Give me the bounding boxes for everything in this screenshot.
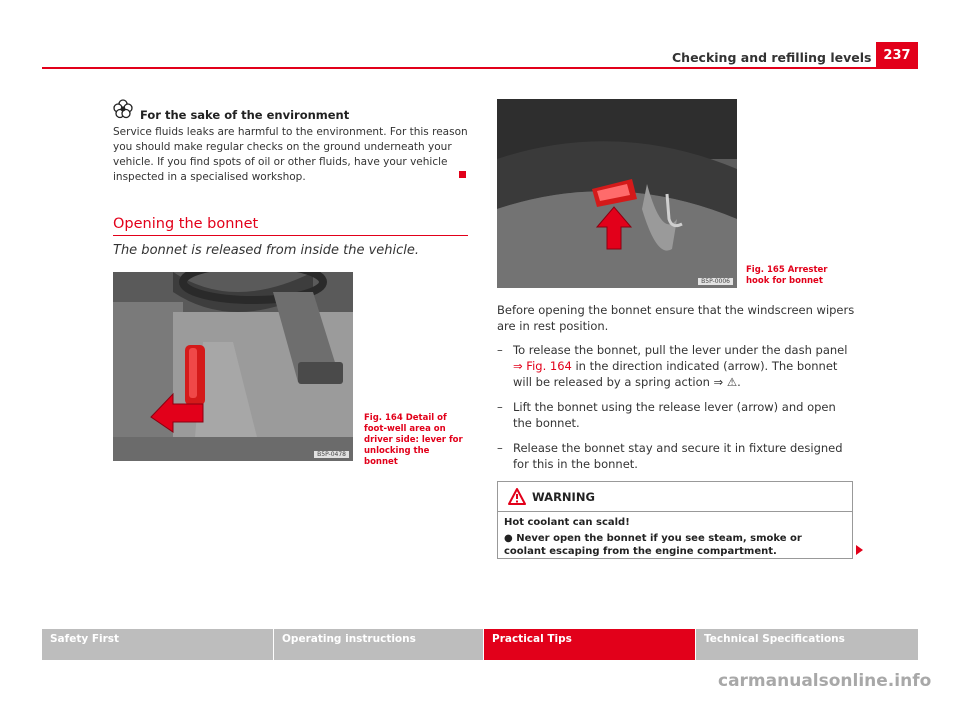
- tab-operating-instructions[interactable]: Operating instructions: [273, 629, 483, 660]
- figure-arrester-hook-photo: [497, 99, 737, 288]
- tab-safety-first[interactable]: Safety First: [42, 629, 273, 660]
- environment-title: For the sake of the environment: [140, 108, 350, 122]
- warning-line-2: ● Never open the bonnet if you see steam, smoke or coolant escaping from the engine compartment.: [504, 533, 802, 557]
- figure-165-caption: Fig. 165 Arrester hook for bonnet: [746, 265, 828, 286]
- watermark: carmanualsonline.info: [718, 671, 932, 691]
- continue-arrow-icon: [856, 545, 863, 555]
- instruction-steps: [497, 342, 857, 481]
- warning-label: WARNING: [532, 489, 595, 504]
- list-item: – To release the bonnet, pull the lever under the dash panel ⇒ Fig. 164 in the direction indicated (arrow). The bonnet will be released by a spring action ⇒ ⚠.: [497, 343, 848, 389]
- list-item: – Release the bonnet stay and secure it in fixture designed for this in the bonnet.: [497, 441, 843, 471]
- figure-code: B5P-0006: [698, 278, 733, 285]
- warning-box: [497, 481, 853, 559]
- section-end-marker: [459, 171, 466, 178]
- section-subtitle: The bonnet is released from inside the vehicle.: [113, 243, 420, 258]
- step-dash: –: [497, 343, 503, 357]
- list-item: – Lift the bonnet using the release lever (arrow) and open the bonnet.: [497, 400, 836, 430]
- warning-body: [498, 512, 852, 562]
- step-dash: –: [497, 441, 503, 455]
- intro-paragraph: Before opening the bonnet ensure that the windscreen wipers are in rest position.: [497, 303, 855, 333]
- figure-footwell-photo: [113, 272, 353, 461]
- page-number: 237: [876, 42, 918, 69]
- tab-practical-tips[interactable]: Practical Tips: [483, 629, 695, 660]
- figure-reference-link[interactable]: ⇒ Fig. 164: [513, 359, 572, 373]
- warning-line-1: Hot coolant can scald!: [504, 517, 630, 528]
- header-rule: [42, 67, 876, 69]
- footer-nav: [42, 629, 918, 660]
- section-title: Opening the bonnet: [113, 216, 259, 232]
- page-header-title: Checking and refilling levels: [672, 50, 872, 65]
- section-rule: [113, 235, 468, 236]
- flower-icon: [113, 99, 133, 119]
- tab-technical-specifications[interactable]: Technical Specifications: [695, 629, 918, 660]
- warning-triangle-icon: [508, 488, 526, 505]
- figure-code: B5P-0478: [314, 451, 349, 458]
- warning-header: [498, 482, 852, 512]
- figure-164-caption: Fig. 164 Detail of foot-well area on driver side: lever for unlocking the bonnet: [364, 413, 463, 467]
- step-dash: –: [497, 400, 503, 414]
- environment-body: Service fluids leaks are harmful to the environment. For this reason you should make regular checks on the ground underneath your vehicle. If you find spots of oil or other fluids, have your vehicle inspected in a specialised workshop.: [113, 126, 468, 183]
